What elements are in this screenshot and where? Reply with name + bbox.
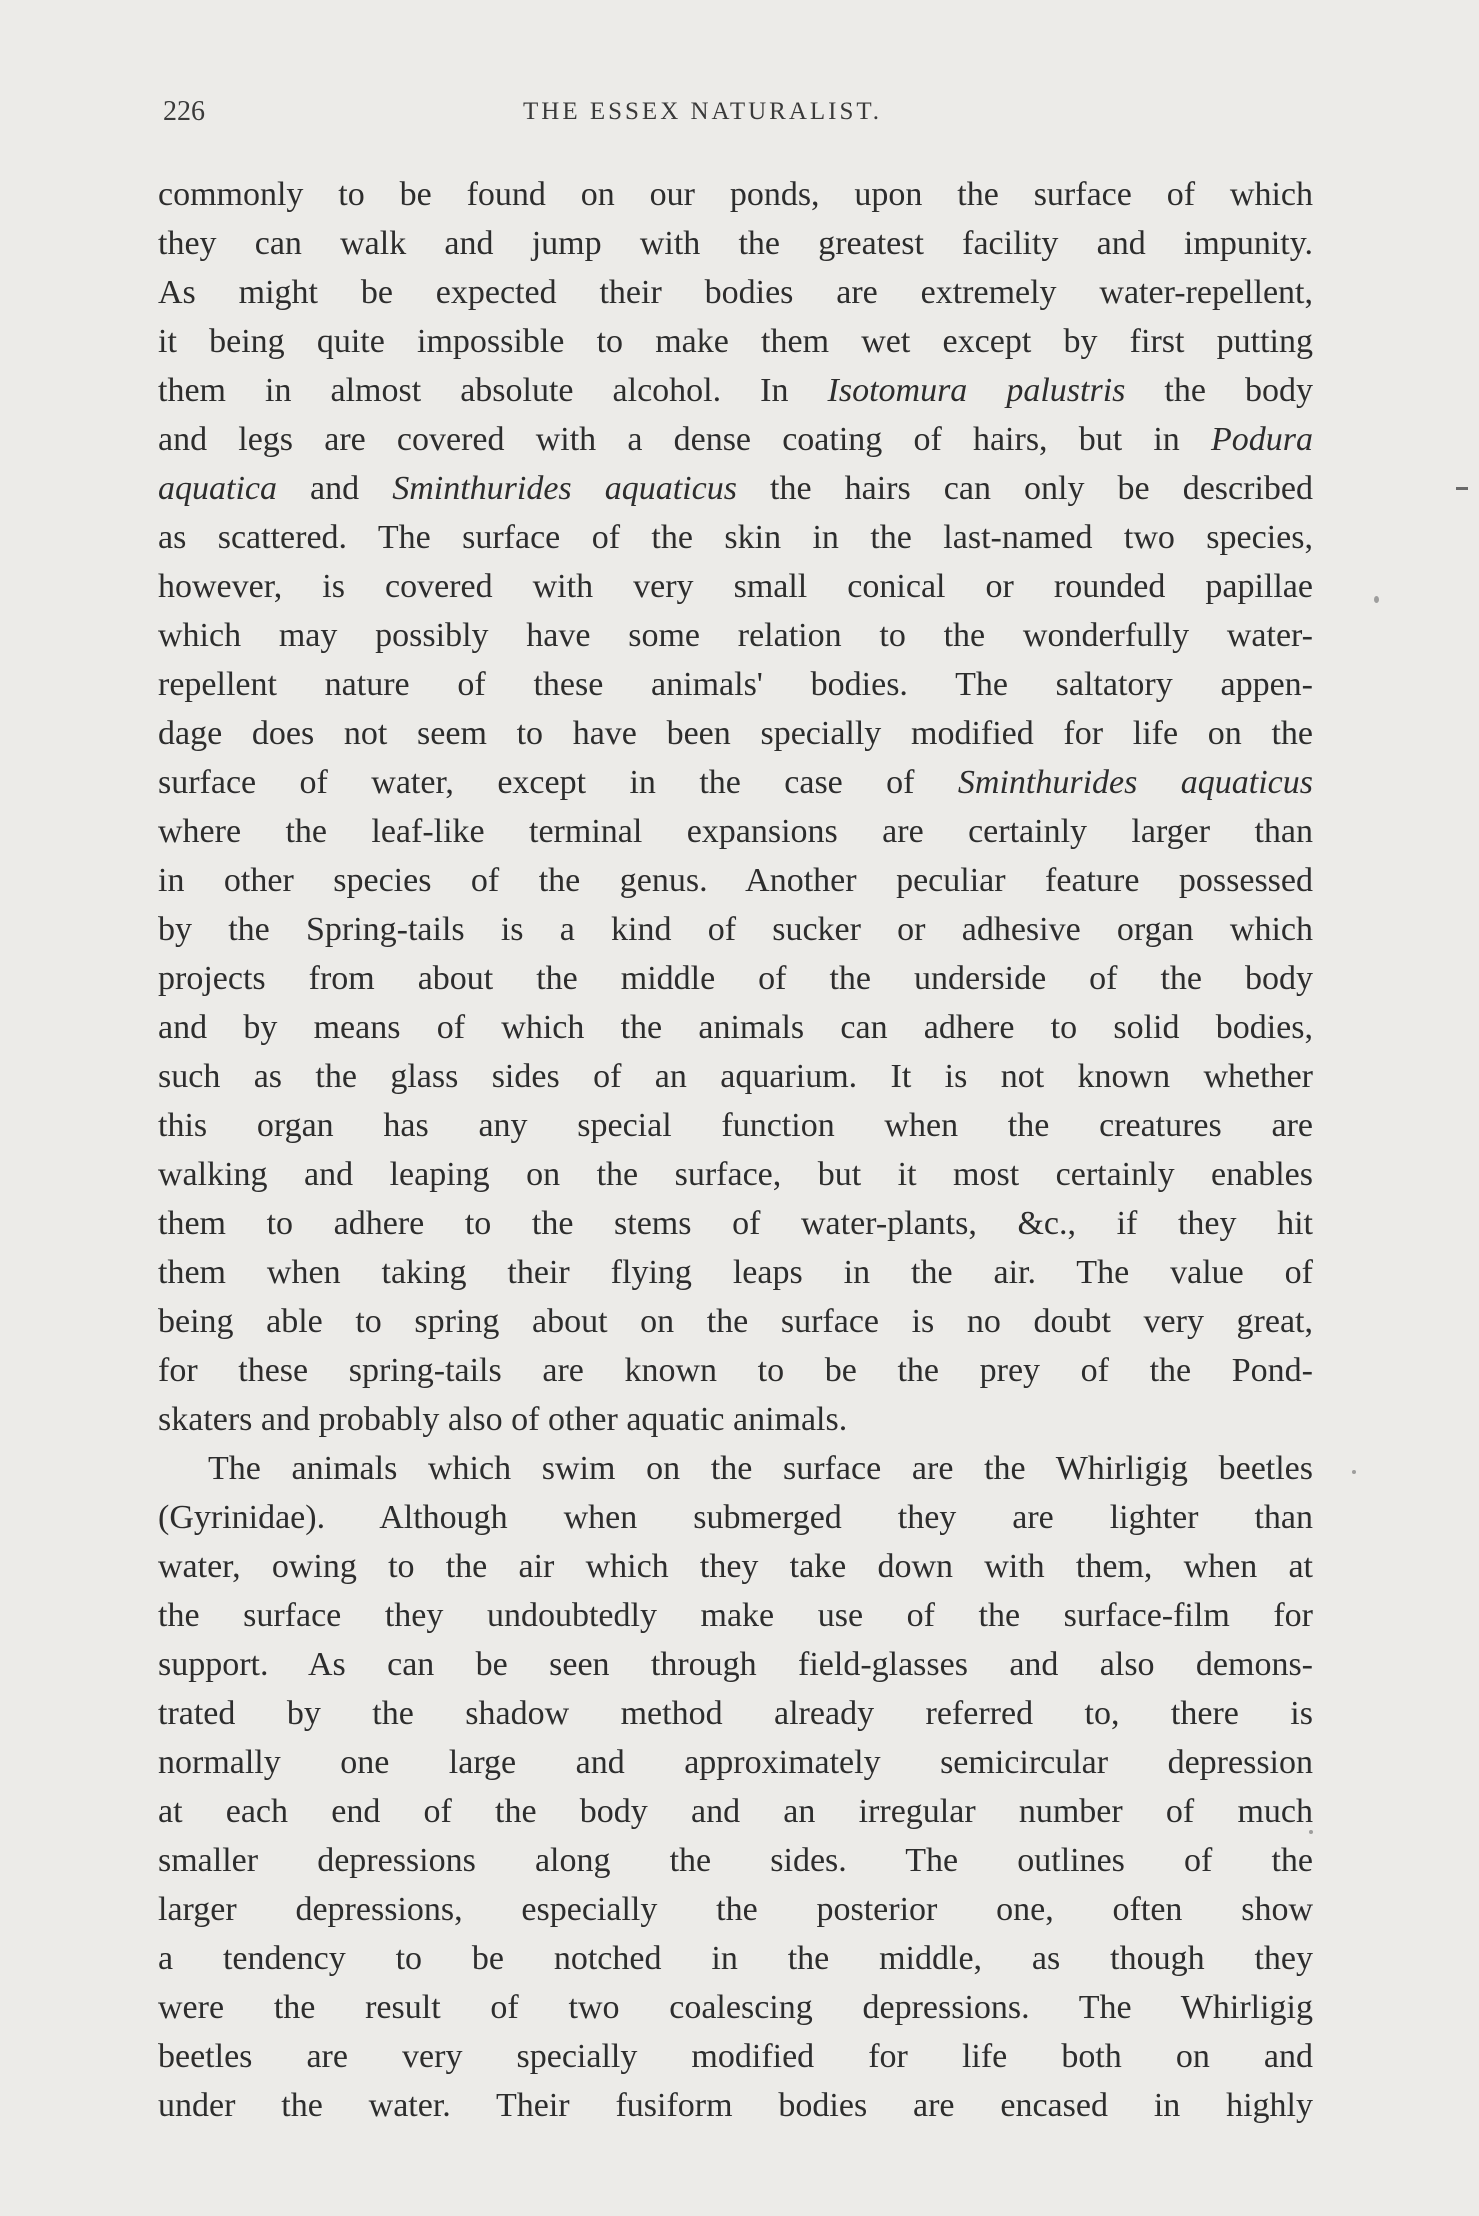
- text-run: for these spring-tails are known to be the prey of the Pond-: [158, 1352, 1313, 1389]
- text-line: [158, 513, 1313, 562]
- text-run: them when taking their flying leaps in the air. The value of: [158, 1254, 1313, 1291]
- page-number: 226: [163, 96, 205, 127]
- text-run: dage does not seem to have been specially modified for life on the: [158, 715, 1313, 752]
- ink-speck: [1309, 1830, 1313, 1834]
- text-run: and legs are covered with a dense coating of hairs, but in: [158, 421, 1211, 458]
- text-line: [158, 1101, 1313, 1150]
- text-run: walking and leaping on the surface, but it most certainly enables: [158, 1156, 1313, 1193]
- text-line: [158, 268, 1313, 317]
- text-line: [158, 562, 1313, 611]
- text-line: [158, 1003, 1313, 1052]
- text-run: however, is covered with very small conical or rounded papillae: [158, 568, 1313, 605]
- page-header: [163, 96, 1313, 136]
- text-run: skaters and probably also of other aquatic animals.: [158, 1401, 848, 1438]
- italic-species-name: Sminthurides aquaticus: [957, 764, 1313, 801]
- italic-species-name: aquatica: [158, 470, 277, 507]
- running-head: THE ESSEX NATURALIST.: [523, 98, 883, 125]
- text-line: [158, 1052, 1313, 1101]
- text-line: [158, 1493, 1313, 1542]
- text-line: [158, 366, 1313, 415]
- text-run: The animals which swim on the surface are the Whirligig beetles: [208, 1450, 1313, 1487]
- text-run: the hairs can only be described: [736, 470, 1313, 507]
- text-line: [158, 758, 1313, 807]
- text-line: [158, 1983, 1313, 2032]
- text-run: the surface they undoubtedly make use of the surface-film for: [158, 1597, 1313, 1634]
- text-line: [158, 415, 1313, 464]
- text-run: this organ has any special function when the creatures are: [158, 1107, 1313, 1144]
- text-run: beetles are very specially modified for life both on and: [158, 2038, 1313, 2075]
- text-run: in other species of the genus. Another peculiar feature possessed: [158, 862, 1313, 899]
- body-text: [158, 170, 1313, 2130]
- text-run: support. As can be seen through field-glasses and also demons-: [158, 1646, 1313, 1683]
- text-line: [158, 1738, 1313, 1787]
- text-line: [158, 954, 1313, 1003]
- text-line: [158, 611, 1313, 660]
- text-line: [158, 807, 1313, 856]
- text-line: [158, 1787, 1313, 1836]
- text-run: it being quite impossible to make them wet except by first putting: [158, 323, 1313, 360]
- text-line: [158, 464, 1313, 513]
- text-run: and by means of which the animals can adhere to solid bodies,: [158, 1009, 1313, 1046]
- text-run: under the water. Their fusiform bodies are encased in highly: [158, 2087, 1313, 2124]
- text-run: being able to spring about on the surface is no doubt very great,: [158, 1303, 1313, 1340]
- text-run: at each end of the body and an irregular number of much: [158, 1793, 1313, 1830]
- italic-species-name: Podura: [1211, 421, 1313, 458]
- text-run: smaller depressions along the sides. The outlines of the: [158, 1842, 1313, 1879]
- text-run: where the leaf-like terminal expansions are certainly larger than: [158, 813, 1313, 850]
- text-line: [158, 856, 1313, 905]
- text-line: [158, 1297, 1313, 1346]
- italic-species-name: Sminthurides aquaticus: [392, 470, 737, 507]
- text-run: by the Spring-tails is a kind of sucker or adhesive organ which: [158, 911, 1313, 948]
- text-line: [158, 219, 1313, 268]
- text-line: [158, 317, 1313, 366]
- text-line: [158, 1689, 1313, 1738]
- text-run: (Gyrinidae). Although when submerged they are lighter than: [158, 1499, 1313, 1536]
- text-line: [158, 709, 1313, 758]
- text-line: [158, 660, 1313, 709]
- text-line: [158, 1640, 1313, 1689]
- text-line: [158, 1346, 1313, 1395]
- text-run: projects from about the middle of the underside of the body: [158, 960, 1313, 997]
- text-run: were the result of two coalescing depressions. The Whirligig: [158, 1989, 1313, 2026]
- text-run: as scattered. The surface of the skin in the last-named two species,: [158, 519, 1313, 556]
- text-run: As might be expected their bodies are extremely water-repellent,: [158, 274, 1313, 311]
- text-run: surface of water, except in the case of: [158, 764, 958, 801]
- text-run: the body: [1125, 372, 1313, 409]
- text-line: [158, 2032, 1313, 2081]
- text-run: them in almost absolute alcohol. In: [158, 372, 828, 409]
- text-run: such as the glass sides of an aquarium. It is not known whether: [158, 1058, 1313, 1095]
- text-line: [158, 1836, 1313, 1885]
- text-line: [158, 1150, 1313, 1199]
- text-run: they can walk and jump with the greatest facility and impunity.: [158, 225, 1313, 262]
- text-line: [158, 1395, 1313, 1444]
- margin-mark: [1456, 487, 1468, 490]
- text-run: normally one large and approximately semicircular depression: [158, 1744, 1313, 1781]
- text-run: them to adhere to the stems of water-plants, &c., if they hit: [158, 1205, 1313, 1242]
- text-line: [158, 1591, 1313, 1640]
- text-line: [158, 905, 1313, 954]
- text-run: larger depressions, especially the posterior one, often show: [158, 1891, 1313, 1928]
- text-line: [158, 1885, 1313, 1934]
- italic-species-name: Isotomura palustris: [827, 372, 1126, 409]
- ink-speck: [1352, 1470, 1356, 1474]
- text-run: water, owing to the air which they take down with them, when at: [158, 1548, 1313, 1585]
- text-run: a tendency to be notched in the middle, as though they: [158, 1940, 1313, 1977]
- text-line: [158, 1248, 1313, 1297]
- text-line: [158, 1542, 1313, 1591]
- paragraph-first-line: [158, 1444, 1313, 1493]
- text-run: trated by the shadow method already referred to, there is: [158, 1695, 1313, 1732]
- text-line: [158, 1934, 1313, 1983]
- ink-speck: [1374, 596, 1379, 603]
- text-run: and: [276, 470, 393, 507]
- text-run: repellent nature of these animals' bodies. The saltatory appen-: [158, 666, 1313, 703]
- text-line: [158, 170, 1313, 219]
- text-line: [158, 2081, 1313, 2130]
- text-line: [158, 1199, 1313, 1248]
- text-run: commonly to be found on our ponds, upon the surface of which: [158, 176, 1313, 213]
- text-run: which may possibly have some relation to the wonderfully water-: [158, 617, 1313, 654]
